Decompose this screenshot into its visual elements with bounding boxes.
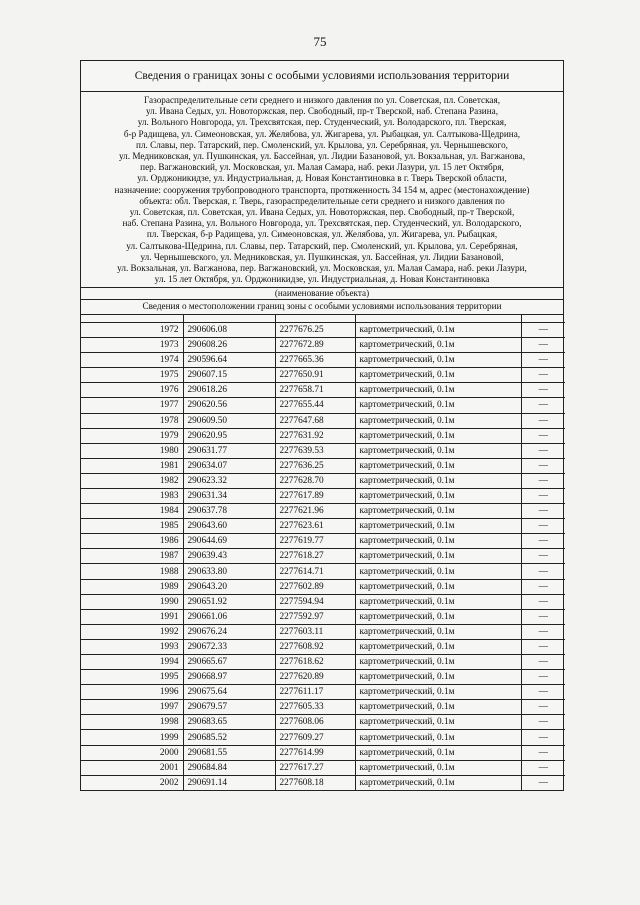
y-coordinate-cell: 2277650.91 — [275, 368, 355, 383]
table-row — [81, 443, 565, 458]
y-coordinate-cell: 2277608.92 — [275, 639, 355, 654]
method-cell: картометрический, 0.1м — [355, 670, 521, 685]
x-coordinate-cell: 290620.56 — [183, 398, 275, 413]
note-cell: — — [521, 685, 565, 700]
table-row — [81, 353, 565, 368]
method-cell: картометрический, 0.1м — [355, 473, 521, 488]
point-number-cell: 1983 — [81, 488, 183, 503]
note-cell: — — [521, 609, 565, 624]
note-cell: — — [521, 775, 565, 790]
y-coordinate-cell: 2277618.27 — [275, 549, 355, 564]
method-cell: картометрический, 0.1м — [355, 639, 521, 654]
method-cell: картометрический, 0.1м — [355, 322, 521, 337]
point-number-cell: 1972 — [81, 322, 183, 337]
x-coordinate-cell: 290675.64 — [183, 685, 275, 700]
y-coordinate-cell: 2277628.70 — [275, 473, 355, 488]
point-number-cell: 2000 — [81, 745, 183, 760]
point-number-cell: 1997 — [81, 700, 183, 715]
y-coordinate-cell: 2277623.61 — [275, 519, 355, 534]
y-coordinate-cell: 2277611.17 — [275, 685, 355, 700]
description-line: ул. Вокзальная, ул. Вагжанова, пер. Вагжановский, ул. Московская, ул. Малая Самара, наб. реки Лазури, — [117, 263, 527, 274]
method-cell: картометрический, 0.1м — [355, 398, 521, 413]
note-cell: — — [521, 443, 565, 458]
method-cell: картометрический, 0.1м — [355, 715, 521, 730]
point-number-cell: 1982 — [81, 473, 183, 488]
table-row — [81, 685, 565, 700]
point-number-cell: 1989 — [81, 579, 183, 594]
point-number-cell: 1987 — [81, 549, 183, 564]
y-coordinate-cell: 2277603.11 — [275, 624, 355, 639]
point-number-cell: 1979 — [81, 428, 183, 443]
point-number-cell: 1993 — [81, 639, 183, 654]
method-cell: картометрический, 0.1м — [355, 700, 521, 715]
table-row — [81, 504, 565, 519]
object-name-caption: (наименование объекта) — [81, 288, 563, 300]
point-number-cell: 1976 — [81, 383, 183, 398]
description-line: ул. Ивана Седых, ул. Новоторжская, пер. Свободный, пр-т Тверской, наб. Степана Разина, — [145, 106, 499, 117]
note-cell: — — [521, 655, 565, 670]
y-coordinate-cell: 2277618.62 — [275, 655, 355, 670]
method-cell: картометрический, 0.1м — [355, 504, 521, 519]
table-row — [81, 655, 565, 670]
x-coordinate-cell: 290596.64 — [183, 353, 275, 368]
y-coordinate-cell: 2277631.92 — [275, 428, 355, 443]
table-row — [81, 413, 565, 428]
y-coordinate-cell: 2277594.94 — [275, 594, 355, 609]
table-row — [81, 564, 565, 579]
note-cell: — — [521, 368, 565, 383]
note-cell: — — [521, 639, 565, 654]
point-number-cell: 1973 — [81, 338, 183, 353]
note-cell: — — [521, 473, 565, 488]
x-coordinate-cell: 290681.55 — [183, 745, 275, 760]
method-cell: картометрический, 0.1м — [355, 655, 521, 670]
y-coordinate-cell: 2277617.27 — [275, 760, 355, 775]
table-row — [81, 428, 565, 443]
point-number-cell: 1980 — [81, 443, 183, 458]
point-number-cell: 1998 — [81, 715, 183, 730]
x-coordinate-cell: 290668.97 — [183, 670, 275, 685]
table-spacer-row — [81, 315, 565, 322]
description-line: Газораспределительные сети среднего и низкого давления по ул. Советская, пл. Советская, — [143, 95, 501, 105]
table-row — [81, 549, 565, 564]
description-line: ул. Вольного Новгорода, ул. Трехсвятская, пер. Студенческий, ул. Володарского, пл. Тверская, — [137, 117, 507, 128]
table-row — [81, 458, 565, 473]
y-coordinate-cell: 2277676.25 — [275, 322, 355, 337]
method-cell: картометрический, 0.1м — [355, 579, 521, 594]
table-row — [81, 760, 565, 775]
note-cell: — — [521, 700, 565, 715]
point-number-cell: 2001 — [81, 760, 183, 775]
description-line: ул. Медниковская, ул. Пушкинская, ул. Бассейная, ул. Лидии Базановой, ул. Вокзальная, ул. Вагжанова, — [118, 151, 526, 162]
method-cell: картометрический, 0.1м — [355, 534, 521, 549]
method-cell: картометрический, 0.1м — [355, 594, 521, 609]
point-number-cell: 1974 — [81, 353, 183, 368]
description-line: ул. 15 лет Октября, ул. Орджоникидзе, ул. Индустриальная, д. Новая Константиновка — [154, 274, 490, 285]
point-number-cell: 1990 — [81, 594, 183, 609]
document-title: Сведения о границах зоны с особыми условиями использования территории — [81, 61, 563, 92]
y-coordinate-cell: 2277658.71 — [275, 383, 355, 398]
table-row — [81, 775, 565, 790]
note-cell: — — [521, 413, 565, 428]
note-cell: — — [521, 549, 565, 564]
page-number: 75 — [313, 34, 327, 49]
method-cell: картометрический, 0.1м — [355, 624, 521, 639]
y-coordinate-cell: 2277605.33 — [275, 700, 355, 715]
note-cell: — — [521, 564, 565, 579]
y-coordinate-cell: 2277620.89 — [275, 670, 355, 685]
note-cell: — — [521, 488, 565, 503]
y-coordinate-cell: 2277608.18 — [275, 775, 355, 790]
point-number-cell: 1996 — [81, 685, 183, 700]
description-line: б-р Радищева, ул. Симеоновская, ул. Желябова, ул. Жигарева, ул. Рыбацкая, ул. Салтыкова-Щедрина, — [123, 128, 521, 139]
x-coordinate-cell: 290643.60 — [183, 519, 275, 534]
table-row — [81, 594, 565, 609]
x-coordinate-cell: 290691.14 — [183, 775, 275, 790]
y-coordinate-cell: 2277621.96 — [275, 504, 355, 519]
method-cell: картометрический, 0.1м — [355, 353, 521, 368]
note-cell: — — [521, 745, 565, 760]
note-cell: — — [521, 504, 565, 519]
table-row — [81, 368, 565, 383]
description-line: ул. Орджоникидзе, ул. Индустриальная, д. Новая Константиновка в г. Тверь Тверской области, — [137, 173, 507, 184]
x-coordinate-cell: 290620.95 — [183, 428, 275, 443]
x-coordinate-cell: 290609.50 — [183, 413, 275, 428]
x-coordinate-cell: 290639.43 — [183, 549, 275, 564]
y-coordinate-cell: 2277639.53 — [275, 443, 355, 458]
method-cell: картометрический, 0.1м — [355, 609, 521, 624]
method-cell: картометрический, 0.1м — [355, 368, 521, 383]
y-coordinate-cell: 2277602.89 — [275, 579, 355, 594]
note-cell: — — [521, 730, 565, 745]
table-row — [81, 473, 565, 488]
note-cell: — — [521, 519, 565, 534]
table-row — [81, 670, 565, 685]
y-coordinate-cell: 2277608.06 — [275, 715, 355, 730]
description-line: назначение: сооружения трубопроводного транспорта, протяженность 34 154 м, адрес (местонахождение) — [114, 184, 530, 195]
x-coordinate-cell: 290631.34 — [183, 488, 275, 503]
point-number-cell: 1981 — [81, 458, 183, 473]
y-coordinate-cell: 2277636.25 — [275, 458, 355, 473]
point-number-cell: 1999 — [81, 730, 183, 745]
table-row — [81, 609, 565, 624]
x-coordinate-cell: 290633.80 — [183, 564, 275, 579]
x-coordinate-cell: 290665.67 — [183, 655, 275, 670]
table-row — [81, 338, 565, 353]
note-cell: — — [521, 579, 565, 594]
point-number-cell: 2002 — [81, 775, 183, 790]
point-number-cell: 1986 — [81, 534, 183, 549]
method-cell: картометрический, 0.1м — [355, 745, 521, 760]
x-coordinate-cell: 290672.33 — [183, 639, 275, 654]
x-coordinate-cell: 290651.92 — [183, 594, 275, 609]
method-cell: картометрический, 0.1м — [355, 488, 521, 503]
point-number-cell: 1991 — [81, 609, 183, 624]
point-number-cell: 1977 — [81, 398, 183, 413]
table-row — [81, 579, 565, 594]
note-cell: — — [521, 624, 565, 639]
point-number-cell: 1992 — [81, 624, 183, 639]
table-row — [81, 398, 565, 413]
method-cell: картометрический, 0.1м — [355, 760, 521, 775]
y-coordinate-cell: 2277672.89 — [275, 338, 355, 353]
table-row — [81, 639, 565, 654]
note-cell: — — [521, 398, 565, 413]
note-cell: — — [521, 322, 565, 337]
table-row — [81, 534, 565, 549]
x-coordinate-cell: 290684.84 — [183, 760, 275, 775]
location-heading: Сведения о местоположении границ зоны с особыми условиями использования территории — [81, 300, 563, 315]
table-row — [81, 488, 565, 503]
x-coordinate-cell: 290637.78 — [183, 504, 275, 519]
x-coordinate-cell: 290643.20 — [183, 579, 275, 594]
x-coordinate-cell: 290685.52 — [183, 730, 275, 745]
x-coordinate-cell: 290634.07 — [183, 458, 275, 473]
point-number-cell: 1985 — [81, 519, 183, 534]
method-cell: картометрический, 0.1м — [355, 730, 521, 745]
method-cell: картометрический, 0.1м — [355, 549, 521, 564]
x-coordinate-cell: 290631.77 — [183, 443, 275, 458]
description-line: наб. Степана Разина, ул. Вольного Новгорода, ул. Трехсвятская, пер. Студенческий, ул. Володарского, — [122, 218, 522, 229]
method-cell: картометрический, 0.1м — [355, 458, 521, 473]
table-row — [81, 745, 565, 760]
method-cell: картометрический, 0.1м — [355, 564, 521, 579]
table-row — [81, 624, 565, 639]
x-coordinate-cell: 290679.57 — [183, 700, 275, 715]
table-row — [81, 730, 565, 745]
description-line: ул. Советская, пл. Советская, ул. Ивана Седых, ул. Новоторжская, пер. Свободный, пр-т Тверской, — [129, 207, 515, 218]
note-cell: — — [521, 338, 565, 353]
x-coordinate-cell: 290623.32 — [183, 473, 275, 488]
x-coordinate-cell: 290644.69 — [183, 534, 275, 549]
table-row — [81, 322, 565, 337]
method-cell: картометрический, 0.1м — [355, 519, 521, 534]
point-number-cell: 1988 — [81, 564, 183, 579]
description-line: пл. Тверская, б-р Радищева, ул. Симеоновская, ул. Желябова, ул. Жигарева, ул. Рыбацкая, — [146, 229, 498, 240]
x-coordinate-cell: 290683.65 — [183, 715, 275, 730]
y-coordinate-cell: 2277647.68 — [275, 413, 355, 428]
coordinates-table — [81, 315, 565, 790]
point-number-cell: 1978 — [81, 413, 183, 428]
method-cell: картометрический, 0.1м — [355, 338, 521, 353]
point-number-cell: 1975 — [81, 368, 183, 383]
method-cell: картометрический, 0.1м — [355, 685, 521, 700]
method-cell: картометрический, 0.1м — [355, 428, 521, 443]
x-coordinate-cell: 290618.26 — [183, 383, 275, 398]
y-coordinate-cell: 2277609.27 — [275, 730, 355, 745]
y-coordinate-cell: 2277665.36 — [275, 353, 355, 368]
x-coordinate-cell: 290608.26 — [183, 338, 275, 353]
y-coordinate-cell: 2277617.89 — [275, 488, 355, 503]
point-number-cell: 1984 — [81, 504, 183, 519]
description-line: ул. Чернышевского, ул. Медниковская, ул. Пушкинская, ул. Бассейная, ул. Лидии Базановой, — [140, 251, 504, 262]
y-coordinate-cell: 2277655.44 — [275, 398, 355, 413]
note-cell: — — [521, 715, 565, 730]
note-cell: — — [521, 594, 565, 609]
table-row — [81, 715, 565, 730]
object-description — [81, 92, 563, 288]
y-coordinate-cell: 2277614.99 — [275, 745, 355, 760]
method-cell: картометрический, 0.1м — [355, 383, 521, 398]
zone-boundary-document — [80, 60, 564, 791]
note-cell: — — [521, 670, 565, 685]
note-cell: — — [521, 458, 565, 473]
note-cell: — — [521, 428, 565, 443]
x-coordinate-cell: 290607.15 — [183, 368, 275, 383]
description-line: объекта: обл. Тверская, г. Тверь, газораспределительные сети среднего и низкого давления по — [139, 195, 505, 206]
table-row — [81, 519, 565, 534]
y-coordinate-cell: 2277592.97 — [275, 609, 355, 624]
note-cell: — — [521, 383, 565, 398]
y-coordinate-cell: 2277614.71 — [275, 564, 355, 579]
x-coordinate-cell: 290606.08 — [183, 322, 275, 337]
point-number-cell: 1994 — [81, 655, 183, 670]
x-coordinate-cell: 290661.06 — [183, 609, 275, 624]
description-line: пл. Славы, пер. Татарский, пер. Смоленский, ул. Крылова, ул. Серебряная, ул. Чернышевского, — [136, 139, 508, 150]
method-cell: картометрический, 0.1м — [355, 775, 521, 790]
description-line: пер. Вагжановский, ул. Московская, ул. Малая Самара, наб. реки Лазури, ул. 15 лет Октября, — [140, 162, 504, 173]
x-coordinate-cell: 290676.24 — [183, 624, 275, 639]
point-number-cell: 1995 — [81, 670, 183, 685]
table-row — [81, 700, 565, 715]
description-line: ул. Салтыкова-Щедрина, пл. Славы, пер. Татарский, пер. Смоленский, ул. Крылова, ул. Серебряная, — [126, 240, 518, 251]
note-cell: — — [521, 760, 565, 775]
note-cell: — — [521, 534, 565, 549]
y-coordinate-cell: 2277619.77 — [275, 534, 355, 549]
table-row — [81, 383, 565, 398]
method-cell: картометрический, 0.1м — [355, 413, 521, 428]
note-cell: — — [521, 353, 565, 368]
method-cell: картометрический, 0.1м — [355, 443, 521, 458]
